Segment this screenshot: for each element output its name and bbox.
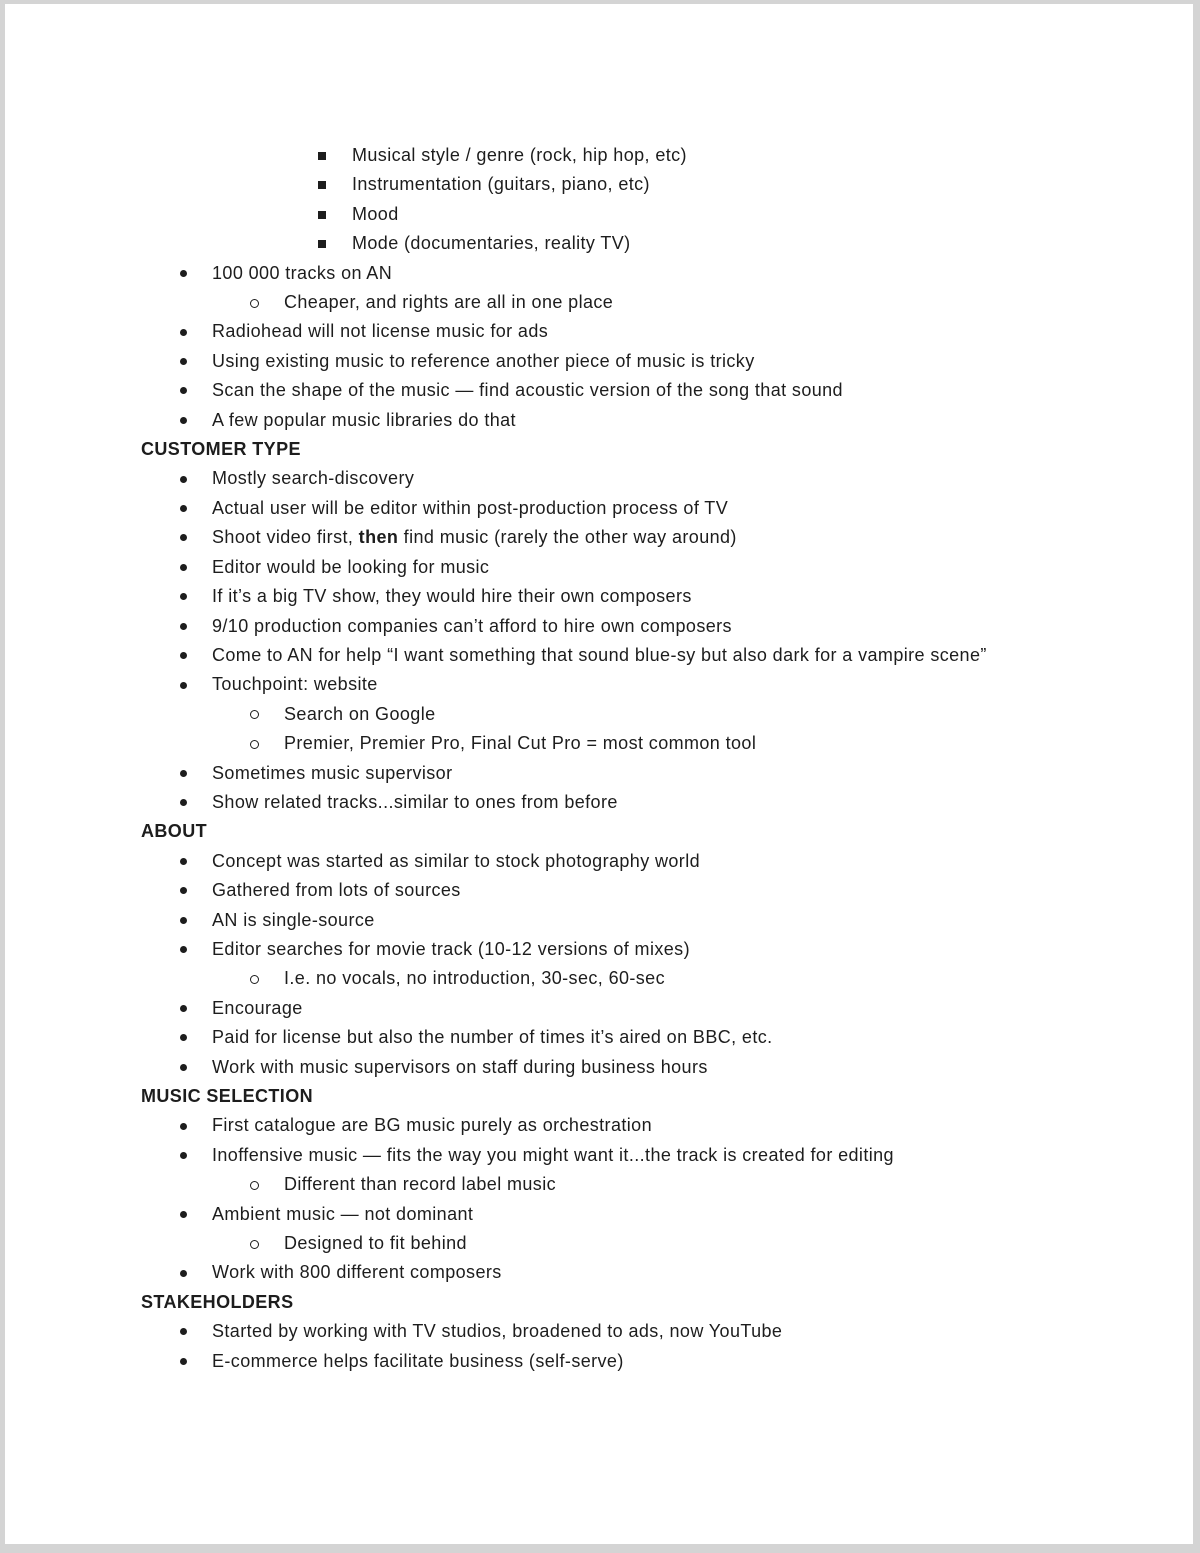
bullet-disc-icon — [180, 1270, 187, 1277]
list-item — [141, 876, 1059, 905]
list-item — [141, 464, 1059, 493]
list-item-text: Inoffensive music — fits the way you might want it...the track is created for editing — [212, 1144, 894, 1165]
list-item-text: find music (rarely the other way around) — [398, 527, 737, 548]
bullet-disc-icon — [180, 476, 187, 483]
list-item-text: Touchpoint: website — [212, 674, 378, 695]
list-item — [141, 317, 1059, 346]
bullet-circle-icon — [250, 299, 259, 308]
list-item — [141, 523, 1059, 552]
list-item-text: Work with 800 different composers — [212, 1262, 502, 1283]
list-item — [141, 1229, 1059, 1258]
section-heading — [141, 435, 1059, 464]
list-item — [141, 1258, 1059, 1287]
list-item — [141, 376, 1059, 405]
list-item-text: Actual user will be editor within post-production process of TV — [212, 497, 729, 518]
list-item — [141, 553, 1059, 582]
bullet-disc-icon — [180, 1064, 187, 1071]
heading-text: STAKEHOLDERS — [141, 1291, 294, 1312]
bullet-disc-icon — [180, 1152, 187, 1159]
bullet-circle-icon — [250, 1240, 259, 1249]
bullet-disc-icon — [180, 593, 187, 600]
list-item-text: Mostly search-discovery — [212, 468, 415, 489]
bullet-circle-icon — [250, 740, 259, 749]
bullet-circle-icon — [250, 1181, 259, 1190]
list-item — [141, 700, 1059, 729]
list-item-text: 100 000 tracks on AN — [212, 262, 393, 283]
bullet-disc-icon — [180, 770, 187, 777]
list-item-text: Musical style / genre (rock, hip hop, etc) — [352, 145, 687, 165]
bullet-disc-icon — [180, 623, 187, 630]
bullet-disc-icon — [180, 1211, 187, 1218]
bullet-disc-icon — [180, 417, 187, 424]
bullet-disc-icon — [180, 858, 187, 865]
list-item-text: Encourage — [212, 997, 303, 1018]
list-item — [141, 670, 1059, 699]
list-item-text: 9/10 production companies can’t afford to hire own composers — [212, 615, 732, 636]
list-item-text: Designed to fit behind — [284, 1233, 467, 1254]
list-item-text: Radiohead will not license music for ads — [212, 321, 549, 342]
bullet-disc-icon — [180, 682, 187, 689]
bullet-circle-icon — [250, 975, 259, 984]
list-item — [141, 641, 1059, 670]
list-item-text: Ambient music — not dominant — [212, 1203, 474, 1224]
list-item-text: Concept was started as similar to stock photography world — [212, 850, 701, 871]
bullet-disc-icon — [180, 1328, 187, 1335]
list-item — [141, 141, 1059, 170]
list-item — [141, 1111, 1059, 1140]
list-item — [141, 964, 1059, 993]
list-item — [141, 1347, 1059, 1376]
list-item-text: A few popular music libraries do that — [212, 409, 516, 430]
list-item — [141, 200, 1059, 229]
bullet-disc-icon — [180, 887, 187, 894]
list-item — [141, 288, 1059, 317]
list-item-text: Editor would be looking for music — [212, 556, 490, 577]
list-item — [141, 729, 1059, 758]
bullet-square-icon — [318, 152, 326, 160]
section-heading — [141, 817, 1059, 846]
list-item-text: then — [358, 527, 399, 548]
list-item — [141, 170, 1059, 199]
bullet-disc-icon — [180, 358, 187, 365]
list-item — [141, 1053, 1059, 1082]
bullet-disc-icon — [180, 652, 187, 659]
bullet-disc-icon — [180, 1123, 187, 1130]
list-item — [141, 1170, 1059, 1199]
list-item — [141, 612, 1059, 641]
list-item-text: E-commerce helps facilitate business (self-serve) — [212, 1350, 624, 1371]
bullet-disc-icon — [180, 329, 187, 336]
heading-text: CUSTOMER TYPE — [141, 439, 301, 460]
list-item-text: Different than record label music — [284, 1174, 556, 1195]
list-item-text: Sometimes music supervisor — [212, 762, 453, 783]
list-item-text: Show related tracks...similar to ones from before — [212, 791, 618, 812]
bullet-disc-icon — [180, 564, 187, 571]
list-item — [141, 788, 1059, 817]
list-item-text: Cheaper, and rights are all in one place — [284, 292, 614, 313]
list-item — [141, 906, 1059, 935]
list-item — [141, 347, 1059, 376]
bullet-disc-icon — [180, 1358, 187, 1365]
bullet-disc-icon — [180, 946, 187, 953]
bullet-disc-icon — [180, 387, 187, 394]
list-item — [141, 1023, 1059, 1052]
list-item — [141, 229, 1059, 258]
list-item-text: Paid for license but also the number of times it’s aired on BBC, etc. — [212, 1027, 773, 1048]
list-item — [141, 494, 1059, 523]
bullet-disc-icon — [180, 270, 187, 277]
list-item-text: If it’s a big TV show, they would hire their own composers — [212, 586, 692, 607]
list-item-text: Editor searches for movie track (10-12 versions of mixes) — [212, 938, 690, 959]
list-item-text: Premier, Premier Pro, Final Cut Pro = most common tool — [284, 733, 757, 754]
document-content — [5, 4, 1193, 1376]
bullet-disc-icon — [180, 505, 187, 512]
list-item-text: AN is single-source — [212, 909, 375, 930]
list-item — [141, 406, 1059, 435]
list-item-text: I.e. no vocals, no introduction, 30-sec, 60-sec — [284, 968, 665, 989]
bullet-disc-icon — [180, 534, 187, 541]
list-item-text: Come to AN for help “I want something that sound blue-sy but also dark for a vampire scene” — [212, 644, 987, 665]
list-item — [141, 1317, 1059, 1346]
heading-text: ABOUT — [141, 821, 207, 842]
list-item — [141, 1200, 1059, 1229]
list-item-text: Work with music supervisors on staff during business hours — [212, 1056, 708, 1077]
list-item — [141, 847, 1059, 876]
bullet-circle-icon — [250, 710, 259, 719]
bullet-disc-icon — [180, 1005, 187, 1012]
list-item — [141, 759, 1059, 788]
heading-text: MUSIC SELECTION — [141, 1086, 314, 1106]
list-item-text: Started by working with TV studios, broadened to ads, now YouTube — [212, 1321, 783, 1342]
list-item-text: First catalogue are BG music purely as orchestration — [212, 1115, 652, 1136]
list-item-text: Instrumentation (guitars, piano, etc) — [352, 174, 650, 195]
list-item-text: Mood — [352, 203, 399, 224]
bullet-square-icon — [318, 240, 326, 248]
list-item — [141, 259, 1059, 288]
list-item-text: Gathered from lots of sources — [212, 880, 461, 901]
list-item-text: Search on Google — [284, 703, 436, 724]
list-item — [141, 582, 1059, 611]
bullet-disc-icon — [180, 799, 187, 806]
bullet-square-icon — [318, 211, 326, 219]
bullet-square-icon — [318, 181, 326, 189]
section-heading — [141, 1288, 1059, 1317]
list-item — [141, 935, 1059, 964]
list-item — [141, 1141, 1059, 1170]
list-item-text: Scan the shape of the music — find acoustic version of the song that sound — [212, 380, 843, 401]
list-item-text: Using existing music to reference another piece of music is tricky — [212, 350, 755, 371]
list-item — [141, 994, 1059, 1023]
section-heading — [141, 1082, 1059, 1111]
bullet-disc-icon — [180, 1034, 187, 1041]
list-item-text: Shoot video first, — [212, 527, 359, 548]
list-item-text: Mode (documentaries, reality TV) — [352, 233, 631, 254]
bullet-disc-icon — [180, 917, 187, 924]
